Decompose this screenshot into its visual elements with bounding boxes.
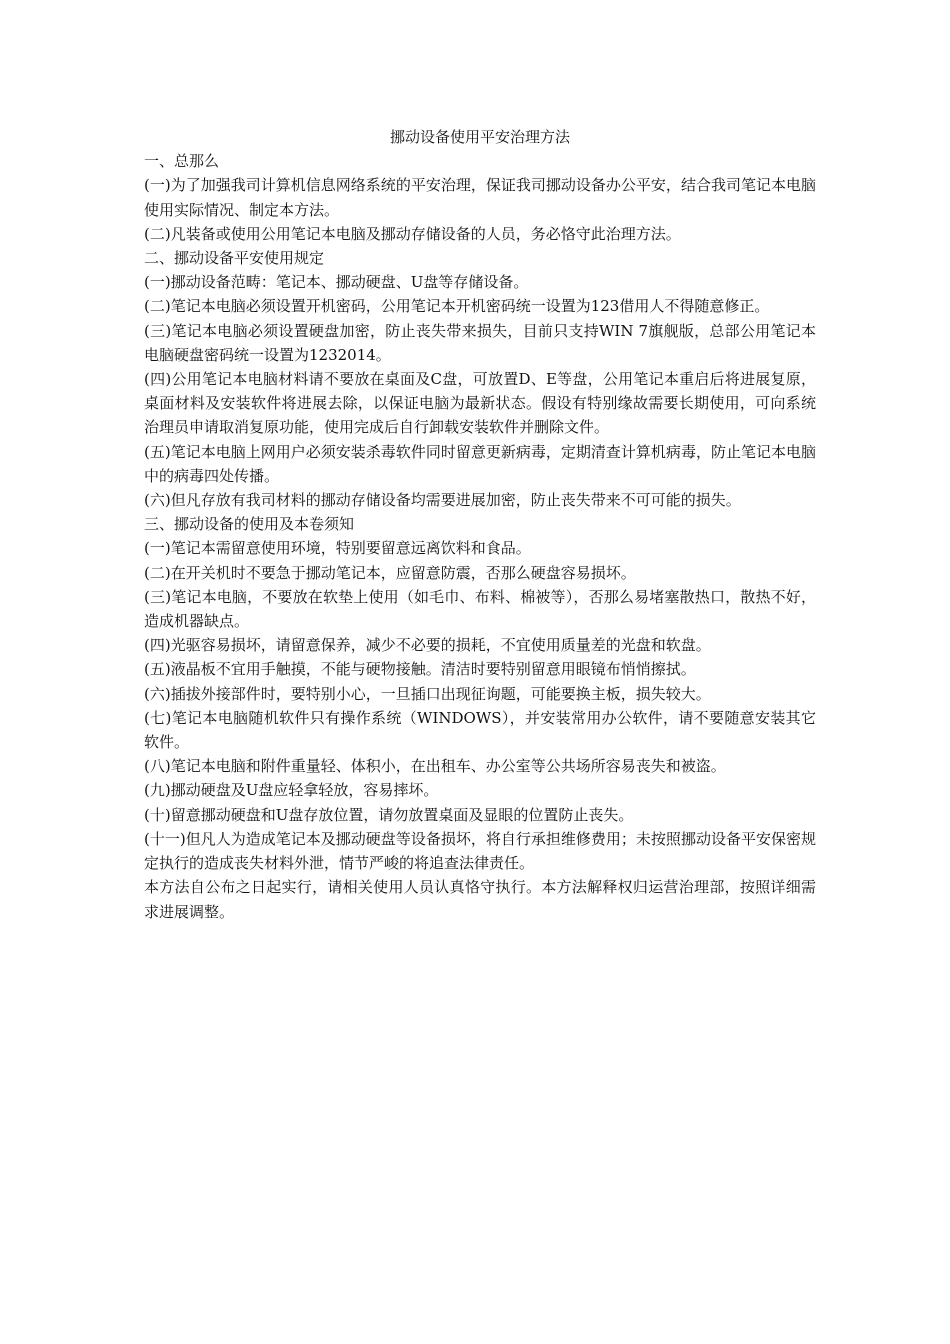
paragraph: (二)凡装备或使用公用笔记本电脑及挪动存储设备的人员，务必恪守此治理方法。 [144, 224, 681, 243]
paragraph: (四)光驱容易损坏，请留意保养，减少不必要的损耗，不宜使用质量差的光盘和软盘。 [144, 636, 711, 655]
paragraph: (七)笔记本电脑随机软件只有操作系统（WINDOWS），并安装常用办公软件，请不要随意安装其它软件。 [144, 708, 816, 752]
section-heading: 三、挪动设备的使用及本卷须知 [144, 515, 355, 534]
paragraph: (八)笔记本电脑和附件重量轻、体积小，在出租车、办公室等公共场所容易丧失和被盗。 [144, 757, 726, 776]
closing-paragraph: 本方法自公布之日起实行，请相关使用人员认真恪守执行。本方法解释权归运营治理部，按照详细需求进展调整。 [144, 878, 816, 921]
paragraph: (一)笔记本需留意使用环境，特别要留意远离饮料和食品。 [144, 539, 531, 558]
paragraph: (九)挪动硬盘及U盘应轻拿轻放，容易摔坏。 [144, 781, 439, 800]
paragraph: (六)插拔外接部件时，要特别小心，一旦插口出现征询题，可能要换主板，损失较大。 [144, 684, 711, 703]
paragraph: (五)笔记本电脑上网用户必须安装杀毒软件同时留意更新病毒，定期清查计算机病毒，防止笔记本电脑中的病毒四处传播。 [144, 442, 816, 485]
document-body [144, 125, 816, 924]
paragraph: (二)在开关机时不要急于挪动笔记本，应留意防震，否那么硬盘容易损坏。 [144, 563, 636, 582]
section-heading: 一、总那么 [144, 152, 220, 171]
paragraph: (三)笔记本电脑，不要放在软垫上使用（如毛巾、布料、棉被等），否那么易堵塞散热口，散热不好，造成机器缺点。 [144, 587, 816, 631]
paragraph: (四)公用笔记本电脑材料请不要放在桌面及C盘，可放置D、E等盘，公用笔记本重启后将进展复原，桌面材料及安装软件将进展去除，以保证电脑为最新状态。假设有特别缘故需要长期使用，可向系统治理员申请取消复原功能，使用完成后自行卸载安装软件并删除文件。 [144, 370, 816, 437]
paragraph: (二)笔记本电脑必须设置开机密码，公用笔记本开机密码统一设置为123借用人不得随意修正。 [144, 297, 770, 316]
paragraph: (六)但凡存放有我司材料的挪动存储设备均需要进展加密，防止丧失带来不可可能的损失。 [144, 491, 741, 510]
paragraph: (三)笔记本电脑必须设置硬盘加密，防止丧失带来损失，目前只支持WIN 7旗舰版，总部公用笔记本电脑硬盘密码统一设置为1232014。 [144, 321, 816, 364]
section-heading: 二、挪动设备平安使用规定 [144, 249, 325, 268]
paragraph: (十一)但凡人为造成笔记本及挪动硬盘等设备损坏，将自行承担维修费用；未按照挪动设备平安保密规定执行的造成丧失材料外泄，情节严峻的将追查法律责任。 [144, 829, 816, 873]
paragraph: (一)挪动设备范畴：笔记本、挪动硬盘、U盘等存储设备。 [144, 273, 529, 292]
paragraph: (五)液晶板不宜用手触摸，不能与硬物接触。清洁时要特别留意用眼镜布悄悄擦拭。 [144, 660, 696, 679]
paragraph: (一)为了加强我司计算机信息网络系统的平安治理，保证我司挪动设备办公平安，结合我司笔记本电脑使用实际情况、制定本方法。 [144, 176, 816, 219]
document-title: 挪动设备使用平安治理方法 [389, 128, 570, 146]
paragraph: (十)留意挪动硬盘和U盘存放位置，请勿放置桌面及显眼的位置防止丧失。 [144, 805, 634, 824]
